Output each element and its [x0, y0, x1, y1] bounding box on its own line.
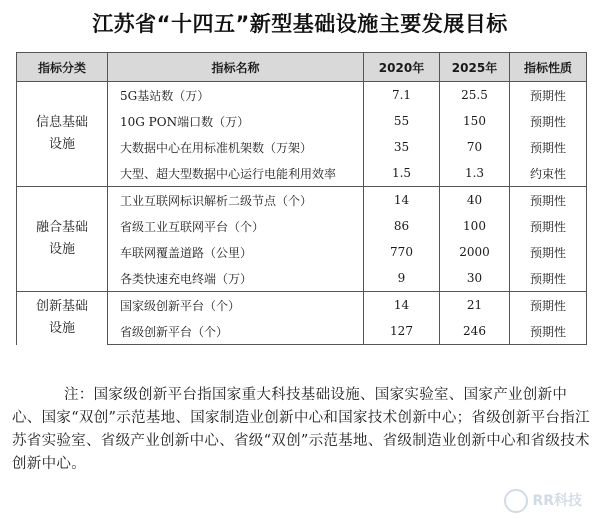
value-2020: 35	[364, 134, 440, 160]
group-fusion-infrastructure	[17, 187, 587, 292]
indicator-name: 各类快速充电终端（万）	[108, 265, 364, 292]
header-category: 指标分类	[17, 53, 108, 82]
indicator-name: 大数据中心在用标准机架数（万架）	[108, 134, 364, 160]
value-2025: 100	[440, 213, 510, 239]
category-cell	[17, 82, 108, 187]
group-innovation-infrastructure	[17, 292, 587, 345]
indicator-nature: 预期性	[510, 239, 587, 265]
value-2020: 7.1	[364, 82, 440, 109]
category-label: 融合基础 设施	[35, 220, 88, 257]
category-cell	[17, 187, 108, 292]
indicator-name: 省级工业互联网平台（个）	[108, 213, 364, 239]
indicator-nature: 约束性	[510, 160, 587, 187]
value-2025: 40	[440, 187, 510, 214]
indicator-name: 10G PON端口数（万）	[108, 108, 364, 134]
group-information-infrastructure	[17, 82, 587, 187]
category-label: 信息基础 设施	[35, 115, 88, 152]
value-2020: 86	[364, 213, 440, 239]
header-2025: 2025年	[440, 53, 510, 82]
table-row	[17, 292, 587, 319]
indicator-nature: 预期性	[510, 108, 587, 134]
header-nature: 指标性质	[510, 53, 587, 82]
indicator-name: 国家级创新平台（个）	[108, 292, 364, 319]
header-2020: 2020年	[364, 53, 440, 82]
watermark-logo	[504, 489, 582, 513]
watermark-text: RR科技	[532, 493, 582, 509]
indicator-name: 省级创新平台（个）	[108, 318, 364, 345]
value-2025: 21	[440, 292, 510, 319]
value-2020: 127	[364, 318, 440, 345]
value-2025: 30	[440, 265, 510, 292]
value-2025: 150	[440, 108, 510, 134]
table-header-row	[17, 53, 587, 82]
table-row	[17, 187, 587, 214]
indicator-name: 车联网覆盖道路（公里）	[108, 239, 364, 265]
document-title: 江苏省“十四五”新型基础设施主要发展目标	[92, 12, 508, 36]
value-2025: 25.5	[440, 82, 510, 109]
indicator-nature: 预期性	[510, 82, 587, 109]
indicator-nature: 预期性	[510, 292, 587, 319]
table-row	[17, 82, 587, 109]
indicator-name: 工业互联网标识解析二级节点（个）	[108, 187, 364, 214]
value-2020: 14	[364, 187, 440, 214]
value-2025: 2000	[440, 239, 510, 265]
value-2020: 55	[364, 108, 440, 134]
indicator-nature: 预期性	[510, 187, 587, 214]
value-2020: 9	[364, 265, 440, 292]
indicator-nature: 预期性	[510, 134, 587, 160]
indicator-nature: 预期性	[510, 265, 587, 292]
watermark-circle-icon	[504, 489, 528, 513]
targets-table	[16, 52, 587, 345]
value-2020: 770	[364, 239, 440, 265]
indicator-nature: 预期性	[510, 213, 587, 239]
value-2025: 246	[440, 318, 510, 345]
value-2020: 14	[364, 292, 440, 319]
indicator-name: 5G基站数（万）	[108, 82, 364, 109]
category-label: 创新基础 设施	[35, 299, 88, 337]
value-2020: 1.5	[364, 160, 440, 187]
header-indicator-name: 指标名称	[108, 53, 364, 82]
indicator-nature: 预期性	[510, 318, 587, 345]
indicator-name: 大型、超大型数据中心运行电能利用效率	[108, 160, 364, 187]
footnote: 注：国家级创新平台指国家重大科技基础设施、国家实验室、国家产业创新中心、国家“双创”示范基地、国家制造业创新中心和国家技术创新中心；省级创新平台指江苏省实验室、省级产业创新中心、省级“双创”示范基地、省级制造业创新中心和省级技术创新中心。	[12, 387, 590, 472]
category-cell	[17, 292, 108, 345]
value-2025: 1.3	[440, 160, 510, 187]
value-2025: 70	[440, 134, 510, 160]
